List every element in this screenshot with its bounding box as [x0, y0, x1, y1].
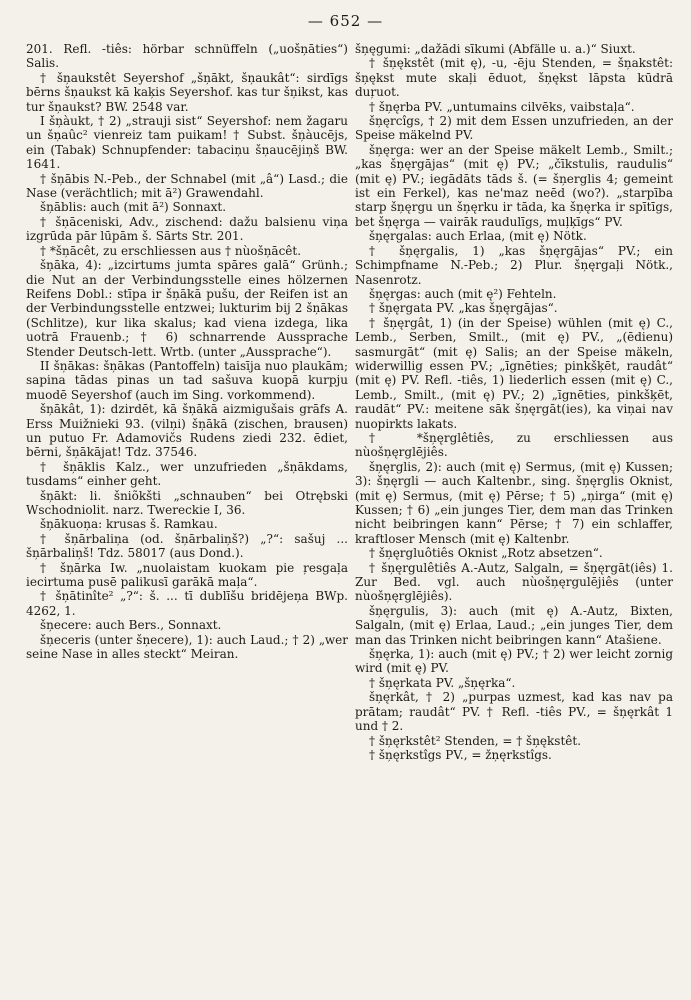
dictionary-entry: šņęrga: wer an der Speise mäkelt Lemb., Smilt.; „kas šņęrgājas“ (mit ę) PV.; „čīkstulis, raudulis“ (mit ę) PV.; iegādāts tāds š. (= šņerglis 4; gemeint ist ein Ferkel), kas ne'maz neēd (wo?). „starpība starp šņęrgu un šņęrku ir tāda, ka šņęrka ir spītīgs, bet šņęrga — vairāk raudulīgs, muļķīgs“ PV.	[355, 142, 673, 229]
dictionary-entry: šņęrgulis, 3): auch (mit ę) A.-Autz, Bixten, Salgaln, (mit ę) Erlaa, Laud.; „ein junges Tier, dem man das Trinken nicht beibringen kann“ Atašiene.	[355, 603, 673, 647]
dictionary-entry: † šņęrgata PV. „kas šņęrgājas“.	[369, 301, 558, 316]
dictionary-entry: šņęrka, 1): auch (mit ę) PV.; † 2) wer leicht zornig wird (mit ę) PV.	[355, 647, 673, 676]
dictionary-entry: † šņęrkstêt² Stenden, = † šņękstêt.	[369, 733, 582, 748]
dictionary-entry: † šņęrkata PV. „šņęrka“.	[369, 675, 516, 690]
dictionary-entry: šņāblis: auch (mit ā²) Sonnaxt.	[40, 200, 227, 215]
dictionary-entry: šņecere: auch Bers., Sonnaxt.	[40, 618, 222, 633]
dictionary-entry: † *šņācêt, zu erschliessen aus † nùošņācêt.	[40, 243, 302, 258]
dictionary-entry: † šņękstêt (mit ę), -u, -ēju Stenden, = šņakstêt: šņękst mute skaļi ēduot, šņękst lāpsta kūdrā duŗuot.	[355, 56, 673, 100]
dictionary-entry: † *šņęrglêtiês, zu erschliessen aus nùošņęrglējiês.	[355, 430, 673, 460]
dictionary-entry: šņāka, 4): „izcirtums jumta spāres galā“ Grünh.; die Nut an der Verbindungsstelle eines hölzernen Reifens Dobl.: stīpa ir šņākā pušu, der Reifen ist an der Verbindungsstelle entzwei; lukturim bij 2 šņākas (Schlitze), kur lika skalus; kad viena izdega, lika uotrā Frauenb.; † 6) schnarrende Aussprache Stender Deutsch-lett. Wrtb. (unter „Aussprache“).	[26, 258, 348, 359]
dictionary-entry: † šņāklis Kalz., wer unzufrieden „šņākdams, tusdams“ einher geht.	[26, 459, 348, 489]
dictionary-entry: † šņęrkstîgs PV., = žņęrkstîgs.	[369, 747, 552, 762]
dictionary-entry: šņākât, 1): dzirdēt, kā šņākā aizmigušais grāfs A. Erss Muižnieki 93. (vilņi) šņākā (zischen, brausen) un putuo Fr. Adamovičs Rudens ziedi 232. ēdiet, bērni, šņākājat! Tdz. 37546.	[26, 402, 348, 460]
dictionary-entry: šņākt: li. šniõkšti „schnauben“ bei Otrębski Wschodniolit. narz. Twereckie I, 36.	[26, 488, 348, 517]
dictionary-entry: II šņākas: šņākas (Pantoffeln) taisīja nuo plaukām; sapina tādas pinas un tad sašuva kuopā kurpju muodē Seyershof (auch im Sing. vorkommend).	[26, 358, 348, 402]
dictionary-entry: šņeceris (unter šņecere), 1): auch Laud.; † 2) „wer seine Nase in alles steckt“ Meiran.	[26, 632, 348, 662]
dictionary-entry: šņęrcîgs, † 2) mit dem Essen unzufrieden, an der Speise mäkelnd PV.	[355, 114, 673, 143]
dictionary-entry: † šņęrgluôtiês Oknist „Rotz absetzen“.	[369, 546, 603, 561]
dictionary-entry: šņęrgalas: auch Erlaa, (mit ę) Nötk.	[369, 229, 587, 244]
dictionary-entry: šņākuoņa: krusas š. Ramkau.	[40, 517, 218, 532]
dictionary-entry: † šņārbaliņa (od. šņārbaliņš?) „?“: sašuj ... šņārbaliņš! Tdz. 58017 (aus Dond.).	[26, 531, 348, 561]
page-number: — 652 —	[307, 12, 384, 30]
dictionary-entry: šņęgumi: „dažādi sīkumi (Abfälle u. a.)“ Siuxt.	[355, 42, 636, 56]
dictionary-entry: † šņęrgulêtiês A.-Autz, Salgaln, = šņęrgāt(iês) 1. Zur Bed. vgl. auch nùošņęrgulējiês (unter nùošņęrglējiês).	[355, 560, 673, 604]
dictionary-entry: šņęrgas: auch (mit ę²) Fehteln.	[369, 286, 557, 301]
dictionary-entry: † šņārka Iw. „nuolaistam kuokam pie ŗesgaļa iecirtuma pusē palikusī garākā maļa“.	[26, 560, 348, 590]
left-column	[26, 42, 348, 661]
dictionary-entry: šņęrkât, † 2) „purpas uzmest, kad kas nav pa prātam; raudât“ PV. † Refl. -tiês PV., = šņęrkât 1 und † 2.	[355, 690, 673, 734]
dictionary-entry: † šņaukstêt Seyershof „šņākt, šņaukât“: sirdīgs bērns šņaukst kā kaķis Seyershof. kas tur šņikst, kas tur šņaukst? BW. 2548 var.	[26, 70, 348, 114]
dictionary-entry: † šņātinîte² „?“: š. ... tī dublīšu bridējeņa BWp. 4262, 1.	[26, 589, 348, 618]
dictionary-entry: † šņęrgalis, 1) „kas šņęrgājas“ PV.; ein Schimpfname N.-Peb.; 2) Plur. šņęrgaļi Nötk., Nasenrotz.	[355, 243, 673, 287]
dictionary-entry: šņęrglis, 2): auch (mit ę) Sermus, (mit ę) Kussen; 3): šņęrgli — auch Kaltenbr., sing. šņęrglis Oknist, (mit ę) Sermus, (mit ę) Pērse; † 5) „ņirga“ (mit ę) Kussen; † 6) „ein junges Tier, dem man das Trinken nicht beibringen kann“ Pērse; † 7) ein schlaffer, kraftloser Mensch (mit ę) Kaltenbr.	[355, 459, 673, 546]
right-column	[355, 42, 673, 762]
dictionary-entry: I šņàukt, † 2) „strauji sist“ Seyershof: nem žagaru un šņaûc² vienreiz tam puikam! † Subst. šņàucējs, ein (Tabak) Schnupfender: tabaciņu šņaucējiņš BW. 1641.	[26, 114, 348, 172]
dictionary-entry: † šņābis N.-Peb., der Schnabel (mit „â“) Lasd.; die Nase (verächtlich; mit ā²) Grawendahl.	[26, 171, 348, 201]
dictionary-entry: † šņęrba PV. „untumains cilvēks, vaibstaļa“.	[369, 99, 635, 114]
dictionary-entry: † šņęrgât, 1) (in der Speise) wühlen (mit ę) C., Lemb., Serben, Smilt., (mit ę) PV., „(ēdienu) sasmurgāt“ (mit ę) Salis; an der Speise mäkeln, widerwillig essen PV.; „īgnēties; pinkšķēt, raudât“ (mit ę) PV. Refl. -tiês, 1) liederlich essen (mit ę) C., Lemb., Smilt., (mit ę) PV.; 2) „īgnēties, pinkšķēt, raudāt“ PV.: meitene sāk šņęrgāt(ies), ka viņai nav nuopirkts lakats.	[355, 315, 673, 431]
dictionary-entry: † šņāceniski, Adv., zischend: dažu balsienu viņa izgrūda pār lūpām š. Sārts Str. 201.	[26, 214, 348, 244]
dictionary-entry: 201. Refl. -tiês: hörbar schnüffeln („uošņāties“) Salis.	[26, 42, 348, 71]
